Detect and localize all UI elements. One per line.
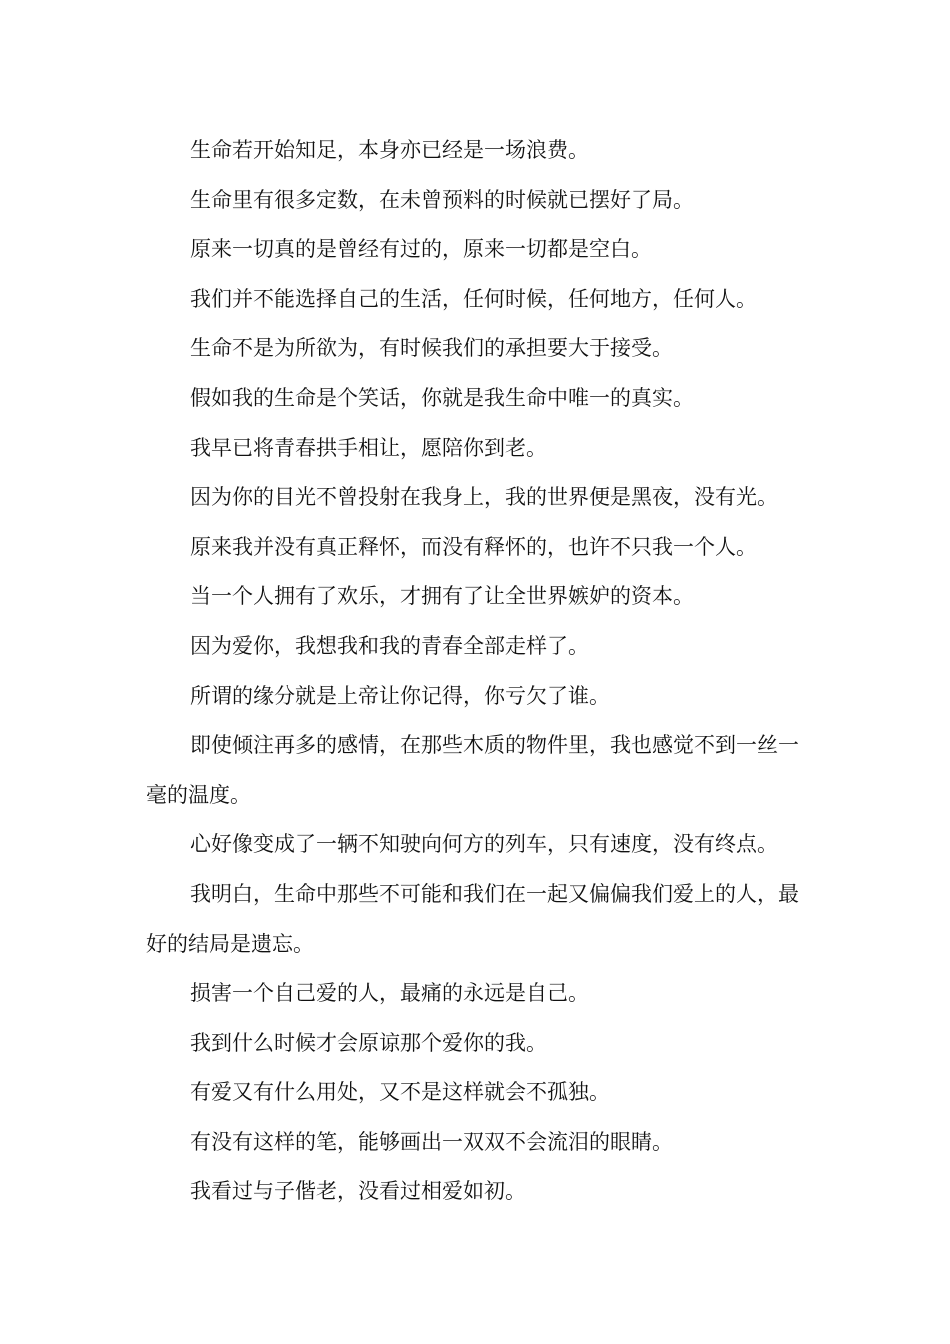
paragraph: 生命里有很多定数，在未曾预料的时候就已摆好了局。 <box>190 187 694 212</box>
paragraph: 生命若开始知足，本身亦已经是一场浪费。 <box>190 138 589 162</box>
paragraph: 假如我的生命是个笑话，你就是我生命中唯一的真实。 <box>190 385 694 410</box>
paragraph: 当一个人拥有了欢乐，才拥有了让全世界嫉妒的资本。 <box>190 584 694 609</box>
paragraph: 损害一个自己爱的人，最痛的永远是自己。 <box>190 981 589 1006</box>
paragraph: 所谓的缘分就是上帝让你记得，你亏欠了谁。 <box>190 683 610 708</box>
paragraph: 因为爱你，我想我和我的青春全部走样了。 <box>190 633 589 658</box>
document-body <box>146 126 810 1217</box>
paragraph: 我到什么时候才会原谅那个爱你的我。 <box>190 1030 547 1055</box>
paragraph: 原来一切真的是曾经有过的，原来一切都是空白。 <box>190 237 652 262</box>
paragraph: 有爱又有什么用处，又不是这样就会不孤独。 <box>190 1080 610 1105</box>
paragraph: 我们并不能选择自己的生活，任何时候，任何地方，任何人。 <box>190 286 757 311</box>
paragraph: 我明白，生命中那些不可能和我们在一起又偏偏我们爱上的人，最好的结局是遗忘。 <box>146 881 799 956</box>
paragraph: 即使倾注再多的感情，在那些木质的物件里，我也感觉不到一丝一毫的温度。 <box>146 733 799 807</box>
paragraph: 我看过与子偕老，没看过相爱如初。 <box>190 1179 526 1204</box>
paragraph: 因为你的目光不曾投射在我身上，我的世界便是黑夜，没有光。 <box>190 485 778 510</box>
paragraph: 有没有这样的笔，能够画出一双双不会流泪的眼睛。 <box>190 1129 673 1154</box>
paragraph: 我早已将青春拱手相让，愿陪你到老。 <box>190 435 547 460</box>
paragraph: 生命不是为所欲为，有时候我们的承担要大于接受。 <box>190 336 673 361</box>
paragraph: 心好像变成了一辆不知驶向何方的列车，只有速度，没有终点。 <box>190 832 778 857</box>
paragraph: 原来我并没有真正释怀，而没有释怀的，也许不只我一个人。 <box>190 534 757 559</box>
